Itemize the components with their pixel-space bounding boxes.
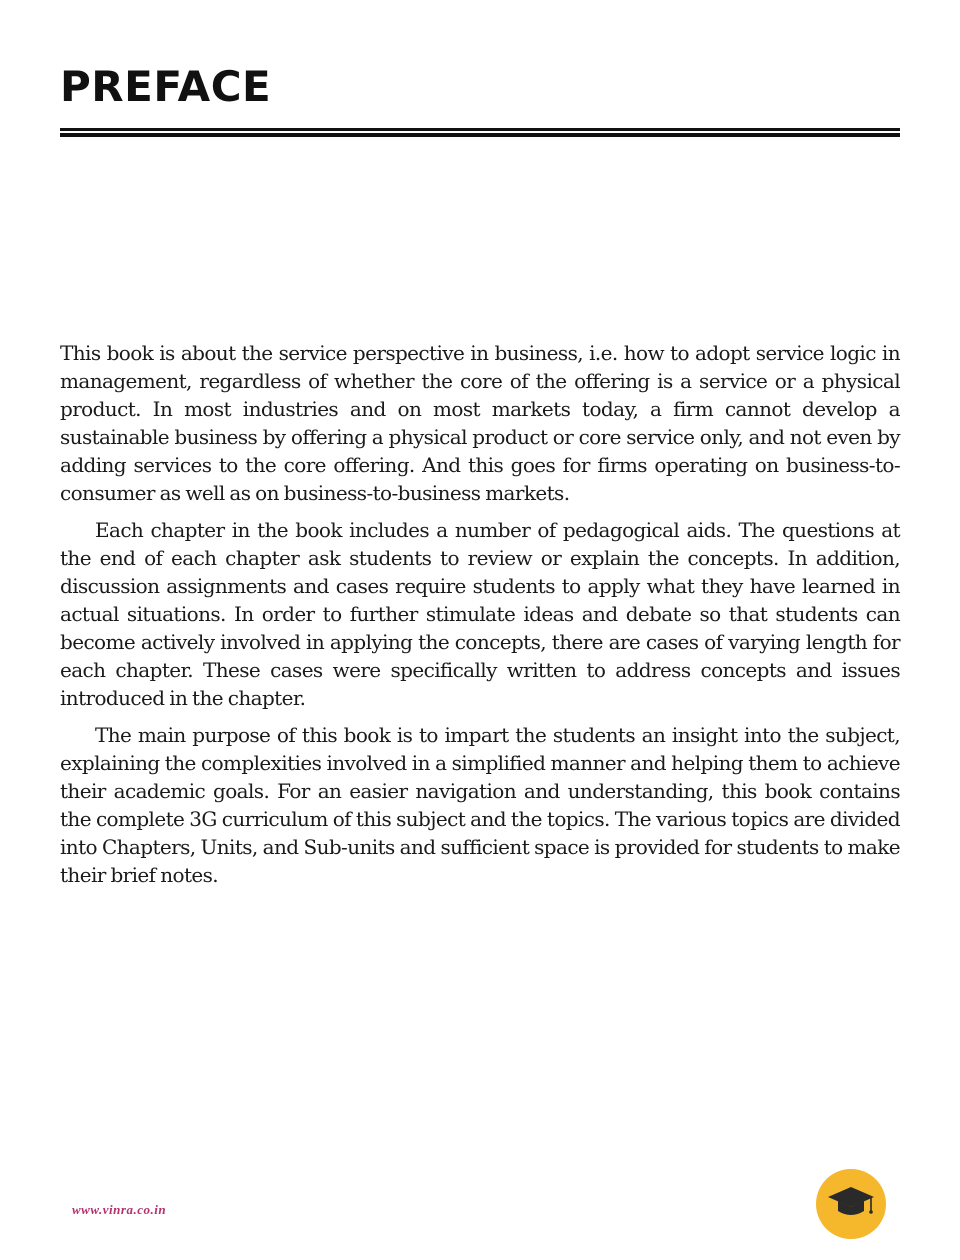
title-rule-thick: [60, 133, 900, 137]
paragraph-2: Each chapter in the book includes a number of pedagogical aids. The questions at the end of each chapter ask students to review or explain the concepts. In addition, discussion assignments and cases require students to apply what they have learned in actual situations. In order to further stimulate ideas and debate so that students can become actively involved in applying the concepts, there are cases of varying length for each chapter. These cases were specifically written to address concepts and issues introduced in the chapter.: [60, 518, 900, 710]
paragraph-3: The main purpose of this book is to impart the students an insight into the subject, explaining the complexities involved in a simplified manner and helping them to achieve their academic goals. For an easier navigation and understanding, this book contains the complete 3G curriculum of this subject and the topics. The various topics are divided into Chapters, Units, and Sub-units and sufficient space is provided for students to make their brief notes.: [60, 723, 900, 887]
graduation-cap-icon: [816, 1169, 886, 1239]
paragraph-1: This book is about the service perspective in business, i.e. how to adopt service logic in management, regardless of whether the core of the offering is a service or a physical product. In most industries and on most markets today, a firm cannot develop a sustainable business by offering a physical product or core service only, and not even by adding services to the core offering. And this goes for firms operating on business-to-consumer as well as on business-to-business markets.: [60, 341, 900, 505]
publisher-logo: [816, 1169, 886, 1239]
title-rule-thin: [60, 128, 900, 131]
preface-body: [60, 339, 900, 898]
page-title: PREFACE: [60, 62, 272, 111]
website-link[interactable]: www.vinra.co.in: [72, 1202, 167, 1217]
